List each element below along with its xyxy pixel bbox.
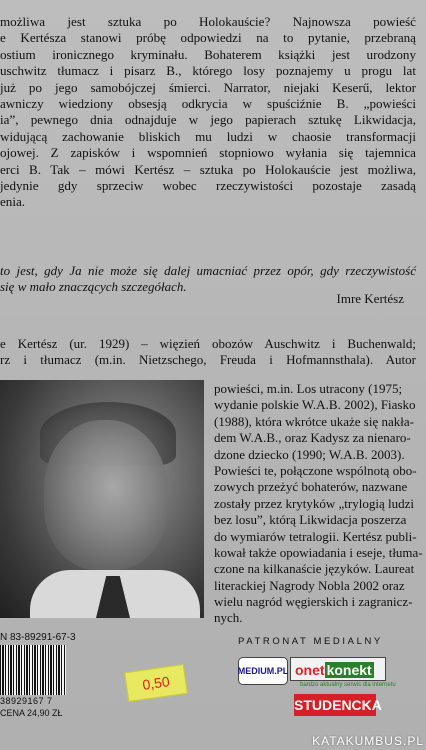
onet-tagline: bardzo aktualny serwis dla internetu <box>300 682 396 688</box>
bio-line: rz i tłumacz (m.in. Nietzschego, Freuda i Hofmannsthala). Autor <box>0 352 416 368</box>
studencka-logo: STUDENCKA <box>294 694 376 716</box>
author-photo <box>0 380 204 618</box>
photo-face <box>44 420 168 570</box>
bio-line: zostały przez krytyków „trylogią ludzi <box>214 495 414 511</box>
author-bio-column <box>214 381 423 627</box>
onet-konekt-logo <box>290 657 386 681</box>
synopsis-line: ostium ironicznego kryminału. Bohaterem książki jest urodzony <box>0 46 416 62</box>
bio-line: wydanie polskie W.A.B. 2002), Fiasko <box>214 397 416 413</box>
price-label: CENA 24,90 ZŁ <box>0 708 63 718</box>
media-patronage-label: PATRONAT MEDIALNY <box>238 636 383 647</box>
quote-line: się w mało znaczących szczegółach. <box>0 279 187 295</box>
medium-logo <box>238 657 288 685</box>
bio-line: dzone dziecko (1990; W.A.B. 2003). <box>214 446 405 462</box>
bio-line: kował także opowiadania i eseje, tłuma- <box>214 544 423 560</box>
synopsis-line: już po jego samobójczej śmierci. Narrator, niejaki Keserű, lektor <box>0 79 416 95</box>
synopsis-line: widującą zachowanie bliskich mu ludzi w chaosie transformacji <box>0 128 416 144</box>
bio-line: nych. <box>214 610 243 626</box>
bio-line: zowych przeżyć bohaterów, nazwane <box>214 479 408 495</box>
synopsis-line: enia. <box>0 194 26 210</box>
bio-line: Powieści te, połączone wspólnotą obo- <box>214 462 417 478</box>
synopsis-line: ojowej. Z zapisków i wspomnień stopniowo wyłania się tajemnica <box>0 145 416 161</box>
barcode-number: 38929167 7 <box>0 696 53 706</box>
bio-line: (1988), która wkrótce ukaże się nakła- <box>214 413 414 429</box>
medium-logo-suffix: EDIUM.PL <box>245 666 289 676</box>
synopsis-line: awniczy wiedziony obsesją odkrycia w spuściźnie B. „powieści <box>0 95 416 111</box>
bio-line: czone na kilkanaście języków. Laureat <box>214 561 415 577</box>
synopsis-text <box>0 14 416 211</box>
bio-line: e Kertész (ur. 1929) – więzień obozów Auschwitz i Buchenwald; <box>0 336 416 351</box>
synopsis-line: ia”, pewnego dnia odnajduje w jego papierach sztukę Likwidacja, <box>0 112 416 128</box>
synopsis-line: uschwitz tłumacz i pisarz B., którego losy poznajemy u progu lat <box>0 63 416 79</box>
author-bio-intro <box>0 336 416 369</box>
bio-line: do wymiarów tetralogii. Kertész publi- <box>214 528 417 544</box>
isbn-text: N 83-89291-67-3 <box>0 632 76 643</box>
synopsis-line: e Kertésza stanowi próbę odpowiedzi na to pytanie, przebraną <box>0 30 416 46</box>
bio-line: dem W.A.B., oraz Kadysz za nienaro- <box>214 430 411 446</box>
price-sticker: 0,50 <box>124 664 188 702</box>
quote-author: Imre Kertész <box>336 291 404 306</box>
medium-logo-m: M <box>237 666 246 676</box>
quote-line: to jest, gdy Ja nie może się dalej umacniać przez opór, gdy rzeczywistość <box>0 263 416 278</box>
synopsis-line: erci B. Tak – mówi Kertész – sztuka po Holokauście jest możliwa, <box>0 161 416 177</box>
barcode-icon <box>0 645 66 695</box>
synopsis-line: jedynie gdy sprzeciw wobec rzeczywistości pozostaje zasadą <box>0 177 416 193</box>
bio-line: literackiej Nagrody Nobla 2002 oraz <box>214 577 405 593</box>
konekt-logo-text: konekt <box>326 662 372 678</box>
synopsis-line: możliwa jest sztuka po Holokauście? Najnowsza powieść <box>0 14 416 29</box>
bio-line: wielu nagród węgierskich i zagranicz- <box>214 594 413 610</box>
bio-line: bez losu”, którą Likwidacja poszerza <box>214 512 407 528</box>
onet-logo-text: onet <box>295 662 325 678</box>
bio-line: powieści, m.in. Los utracony (1975; <box>214 381 403 396</box>
watermark: KATAKUMBUS.PL <box>312 734 424 748</box>
